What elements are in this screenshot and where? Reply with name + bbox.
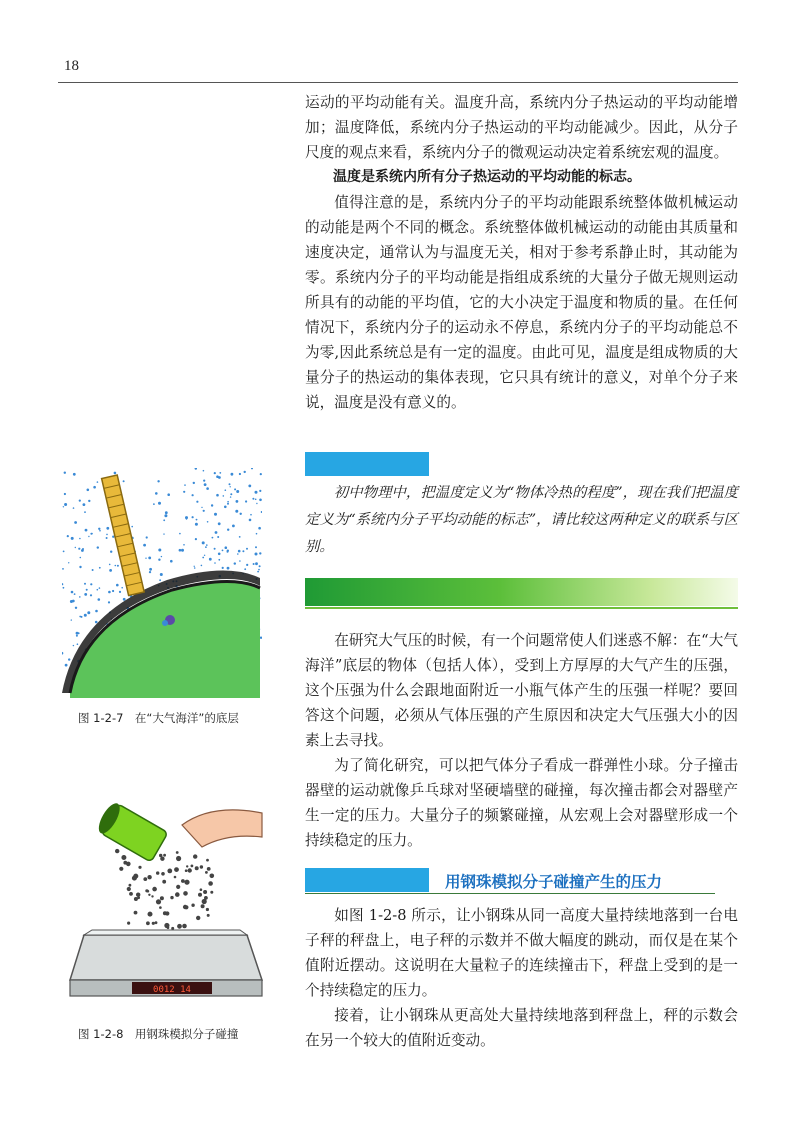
air-molecule-dot bbox=[81, 549, 84, 552]
air-molecule-dot bbox=[227, 501, 229, 503]
air-molecule-dot bbox=[64, 493, 66, 495]
air-molecule-dot bbox=[201, 507, 202, 508]
steel-ball bbox=[176, 885, 180, 889]
air-molecule-dot bbox=[92, 569, 94, 571]
air-molecule-dot bbox=[238, 550, 241, 553]
air-molecule-dot bbox=[76, 635, 78, 637]
air-molecule-dot bbox=[259, 499, 262, 502]
air-molecule-dot bbox=[75, 607, 77, 609]
air-molecule-dot bbox=[246, 548, 248, 550]
steel-ball bbox=[123, 861, 127, 865]
steel-ball bbox=[186, 865, 188, 867]
air-molecule-dot bbox=[164, 514, 167, 517]
steel-ball bbox=[152, 887, 157, 892]
air-molecule-dot bbox=[215, 531, 218, 534]
air-molecule-dot bbox=[143, 545, 144, 546]
steel-ball bbox=[155, 921, 158, 924]
air-molecule-dot bbox=[201, 565, 203, 567]
steel-ball bbox=[119, 867, 123, 871]
steel-ball bbox=[196, 916, 200, 920]
steel-ball bbox=[129, 884, 132, 887]
air-molecule-dot bbox=[214, 562, 216, 564]
steel-ball bbox=[176, 856, 181, 861]
air-molecule-dot bbox=[227, 567, 230, 570]
air-molecule-dot bbox=[80, 557, 82, 559]
steel-ball bbox=[181, 879, 185, 883]
air-molecule-dot bbox=[106, 537, 108, 539]
air-molecule-dot bbox=[79, 566, 81, 568]
air-molecule-dot bbox=[259, 490, 261, 492]
air-molecule-dot bbox=[259, 552, 261, 554]
air-molecule-dot bbox=[196, 519, 198, 521]
air-molecule-dot bbox=[109, 564, 111, 566]
steel-ball bbox=[203, 890, 207, 894]
air-molecule-dot bbox=[88, 500, 90, 502]
air-molecule-dot bbox=[225, 546, 228, 549]
air-molecule-dot bbox=[255, 491, 258, 494]
air-molecule-dot bbox=[192, 516, 194, 518]
air-molecule-dot bbox=[251, 468, 253, 469]
air-molecule-dot bbox=[179, 533, 181, 535]
air-molecule-dot bbox=[242, 550, 244, 552]
steel-ball bbox=[191, 865, 194, 868]
air-molecule-dot bbox=[183, 544, 185, 546]
air-molecule-dot bbox=[181, 549, 184, 552]
steel-ball bbox=[200, 888, 203, 891]
steel-ball bbox=[175, 892, 180, 897]
scale-illustration bbox=[62, 785, 267, 1015]
steel-ball bbox=[185, 869, 188, 872]
air-molecule-dot bbox=[159, 579, 161, 581]
steel-ball bbox=[134, 911, 138, 915]
air-molecule-dot bbox=[95, 610, 98, 613]
air-molecule-dot bbox=[99, 530, 101, 532]
air-molecule-dot bbox=[76, 632, 79, 635]
main-text-bottom bbox=[305, 903, 738, 1053]
air-molecule-dot bbox=[91, 533, 93, 535]
air-molecule-dot bbox=[110, 551, 112, 553]
discussion-block bbox=[305, 480, 738, 561]
steel-ball bbox=[174, 876, 177, 879]
air-molecule-dot bbox=[85, 529, 88, 532]
steel-ball bbox=[174, 867, 179, 872]
air-molecule-dot bbox=[99, 567, 101, 569]
air-molecule-dot bbox=[68, 658, 70, 660]
air-molecule-dot bbox=[161, 556, 162, 557]
air-molecule-dot bbox=[123, 480, 125, 482]
air-molecule-dot bbox=[249, 519, 252, 522]
air-molecule-dot bbox=[239, 536, 241, 538]
air-molecule-dot bbox=[224, 506, 227, 509]
air-molecule-dot bbox=[74, 521, 77, 524]
steel-ball bbox=[129, 892, 133, 896]
steel-ball bbox=[148, 912, 153, 917]
paragraph-5: 如图 1-2-8 所示，让小钢珠从同一高度大量持续地落到一台电子秤的秤盘上，电子秤的示数并不做大幅度的跳动，而仅是在某个值附近摆动。这说明在大量粒子的连续撞击下，秤盘上受到的是一个持续稳定的压力。 bbox=[305, 907, 738, 999]
air-molecule-dot bbox=[194, 566, 195, 567]
air-molecule-dot bbox=[98, 598, 101, 601]
paragraph-2: 值得注意的是，系统内分子的平均动能跟系统整体做机械运动的动能是两个不同的概念。系统整体做机械运动的动能由其质量和速度决定，通常认为与温度无关，相对于参考系静止时，其动能为零。系统内分子的平均动能是指组成系统的大量分子做无规则运动所具有的动能的平均值，它的大小决定于温度和物质的量。在任何情况下，系统内分子的运动永不停息，系统内分子的平均动能总不为零,因此系统总是有一定的温度。由此可见，温度是组成物质的大量分子的热运动的集体表现，它只具有统计的意义，对单个分子来说，温度是没有意义的。 bbox=[305, 194, 738, 411]
steel-ball bbox=[191, 904, 194, 907]
section-heading-rule bbox=[305, 607, 738, 609]
air-molecule-dot bbox=[227, 529, 229, 531]
steel-ball bbox=[160, 896, 164, 900]
air-molecule-dot bbox=[245, 500, 247, 502]
air-molecule-dot bbox=[109, 569, 112, 572]
air-molecule-dot bbox=[212, 537, 214, 539]
air-molecule-dot bbox=[84, 614, 87, 617]
air-molecule-dot bbox=[63, 551, 65, 553]
air-molecule-dot bbox=[93, 486, 96, 489]
air-molecule-dot bbox=[86, 589, 88, 591]
air-molecule-dot bbox=[193, 482, 195, 484]
air-molecule-dot bbox=[63, 506, 64, 507]
air-molecule-dot bbox=[90, 583, 92, 585]
figure-scale bbox=[62, 785, 267, 1015]
steel-ball bbox=[136, 893, 140, 897]
air-molecule-dot bbox=[230, 486, 231, 487]
air-molecule-dot bbox=[64, 472, 66, 474]
air-molecule-dot bbox=[194, 567, 196, 569]
steel-ball bbox=[127, 922, 130, 925]
section-heading-bar bbox=[305, 578, 738, 606]
air-molecule-dot bbox=[163, 519, 165, 521]
air-molecule-dot bbox=[90, 594, 92, 596]
air-molecule-dot bbox=[165, 511, 168, 514]
header-rule bbox=[58, 82, 738, 83]
air-molecule-dot bbox=[114, 472, 117, 475]
air-molecule-dot bbox=[115, 565, 117, 567]
air-molecule-dot bbox=[84, 583, 86, 585]
air-molecule-dot bbox=[257, 571, 259, 573]
air-molecule-dot bbox=[119, 591, 121, 593]
air-molecule-dot bbox=[163, 533, 164, 534]
air-molecule-dot bbox=[239, 560, 241, 562]
air-molecule-dot bbox=[62, 583, 63, 585]
air-molecule-dot bbox=[97, 589, 99, 591]
air-molecule-dot bbox=[214, 513, 217, 516]
air-molecule-dot bbox=[232, 525, 235, 528]
air-molecule-dot bbox=[205, 546, 207, 548]
steel-ball bbox=[171, 927, 174, 930]
steel-ball bbox=[147, 875, 151, 879]
air-molecule-dot bbox=[229, 483, 231, 485]
steel-ball bbox=[115, 849, 119, 853]
steel-ball bbox=[159, 906, 162, 909]
steel-ball bbox=[167, 869, 172, 874]
steel-ball bbox=[156, 871, 159, 874]
air-molecule-dot bbox=[234, 562, 236, 564]
air-molecule-dot bbox=[195, 523, 198, 526]
air-molecule-dot bbox=[195, 538, 197, 540]
air-molecule-dot bbox=[158, 559, 160, 561]
air-molecule-dot bbox=[192, 494, 194, 496]
steel-ball bbox=[193, 854, 197, 858]
steel-ball bbox=[208, 881, 213, 886]
air-molecule-dot bbox=[218, 553, 221, 556]
air-molecule-dot bbox=[170, 560, 173, 563]
steel-ball bbox=[207, 914, 210, 917]
steel-ball bbox=[165, 911, 169, 915]
air-molecule-dot bbox=[230, 493, 232, 495]
air-molecule-dot bbox=[73, 645, 74, 646]
air-molecule-dot bbox=[248, 485, 251, 488]
steel-ball bbox=[188, 868, 192, 872]
steel-ball bbox=[164, 923, 169, 928]
steel-ball bbox=[176, 851, 179, 854]
air-molecule-dot bbox=[223, 495, 225, 497]
steel-ball bbox=[210, 891, 213, 894]
air-molecule-dot bbox=[261, 511, 262, 513]
air-molecule-dot bbox=[236, 490, 239, 493]
steel-ball bbox=[207, 867, 211, 871]
air-molecule-dot bbox=[72, 600, 75, 603]
air-molecule-dot bbox=[209, 558, 212, 561]
steel-ball bbox=[138, 866, 141, 869]
paragraph-4: 为了简化研究，可以把气体分子看成一群弹性小球。分子撞击器壁的运动就像乒乓球对坚硬墙壁的碰撞，每次撞击都会对器壁产生一定的压力。大量分子的频繁碰撞，从宏观上会对器壁形成一个持续稳定的压力。 bbox=[305, 757, 738, 849]
air-molecule-dot bbox=[244, 471, 246, 473]
air-molecule-dot bbox=[145, 558, 146, 559]
air-molecule-dot bbox=[206, 487, 209, 490]
steel-ball bbox=[127, 887, 131, 891]
paragraph-6: 接着，让小钢珠从更高处大量持续地落到秤盘上，秤的示数会在另一个较大的值附近变动。 bbox=[305, 1007, 738, 1049]
air-molecule-dot bbox=[83, 503, 86, 506]
air-molecule-dot bbox=[81, 616, 83, 618]
steel-ball bbox=[210, 874, 215, 879]
air-molecule-dot bbox=[87, 611, 90, 614]
air-molecule-dot bbox=[250, 514, 252, 516]
air-molecule-dot bbox=[255, 499, 257, 501]
air-molecule-dot bbox=[203, 510, 205, 512]
air-molecule-dot bbox=[203, 470, 205, 472]
steel-ball bbox=[184, 880, 189, 885]
air-molecule-dot bbox=[202, 557, 204, 559]
air-molecule-dot bbox=[65, 664, 68, 667]
steel-ball bbox=[121, 855, 126, 860]
paragraph-3: 在研究大气压的时候，有一个问题常使人们迷惑不解：在“大气海洋”底层的物体（包括人体），受到上方厚厚的大气产生的压强，这个压强为什么会跟地面附近一小瓶气体产生的压强一样呢？要回答这个问题，必须从气体压强的产生原因和决定大气压强大小的因素上去寻找。 bbox=[305, 632, 738, 749]
air-molecule-dot bbox=[258, 569, 260, 571]
air-molecule-dot bbox=[195, 468, 197, 470]
air-molecule-dot bbox=[217, 536, 219, 538]
air-molecule-dot bbox=[259, 565, 261, 567]
steel-ball bbox=[200, 865, 203, 868]
air-molecule-dot bbox=[79, 538, 81, 540]
page-number: 18 bbox=[64, 58, 79, 74]
air-molecule-dot bbox=[260, 637, 262, 639]
steel-ball bbox=[182, 924, 187, 929]
air-molecule-dot bbox=[77, 643, 79, 645]
air-molecule-dot bbox=[179, 549, 182, 552]
air-molecule-dot bbox=[186, 518, 188, 520]
air-molecule-dot bbox=[202, 541, 205, 544]
air-molecule-dot bbox=[218, 522, 221, 525]
air-molecule-dot bbox=[222, 550, 224, 552]
air-molecule-dot bbox=[157, 480, 159, 482]
air-molecule-dot bbox=[207, 521, 209, 523]
discussion-label-bar bbox=[305, 452, 429, 476]
air-molecule-dot bbox=[71, 591, 74, 594]
air-molecule-dot bbox=[204, 483, 207, 486]
air-molecule-dot bbox=[73, 473, 76, 476]
air-molecule-dot bbox=[149, 571, 151, 573]
air-molecule-dot bbox=[79, 596, 81, 598]
air-molecule-dot bbox=[108, 601, 110, 603]
air-molecule-dot bbox=[234, 488, 236, 490]
air-molecule-dot bbox=[255, 546, 257, 548]
air-molecule-dot bbox=[71, 537, 74, 540]
air-molecule-dot bbox=[158, 502, 161, 505]
steel-ball bbox=[162, 880, 166, 884]
air-molecule-dot bbox=[78, 548, 80, 550]
air-molecule-dot bbox=[68, 562, 69, 563]
steel-ball bbox=[152, 922, 155, 925]
air-molecule-dot bbox=[211, 504, 213, 506]
air-molecule-dot bbox=[84, 593, 87, 596]
steel-ball bbox=[145, 889, 148, 892]
air-molecule-dot bbox=[196, 501, 198, 503]
atmosphere-illustration bbox=[62, 468, 262, 698]
air-molecule-dot bbox=[63, 587, 65, 589]
air-molecule-dot bbox=[155, 492, 158, 495]
air-molecule-dot bbox=[216, 494, 219, 497]
air-molecule-dot bbox=[108, 591, 111, 594]
air-molecule-dot bbox=[237, 553, 239, 555]
air-molecule-dot bbox=[160, 573, 163, 576]
figure-caption-2: 图 1-2-8 用钢珠模拟分子碰撞 bbox=[78, 1027, 239, 1041]
steel-ball bbox=[159, 854, 162, 857]
air-molecule-dot bbox=[97, 546, 99, 548]
air-molecule-dot bbox=[253, 563, 255, 565]
air-molecule-dot bbox=[214, 472, 216, 474]
air-molecule-dot bbox=[121, 587, 123, 589]
steel-ball bbox=[148, 894, 150, 896]
steel-ball bbox=[161, 872, 165, 876]
steel-ball bbox=[206, 908, 209, 911]
air-molecule-dot bbox=[64, 503, 67, 506]
air-molecule-dot bbox=[67, 535, 69, 537]
steel-ball bbox=[198, 893, 202, 897]
air-molecule-dot bbox=[225, 489, 227, 491]
air-molecule-dot bbox=[97, 481, 99, 483]
air-molecule-dot bbox=[158, 549, 161, 552]
air-molecule-dot bbox=[62, 568, 64, 570]
air-molecule-dot bbox=[230, 496, 231, 497]
air-molecule-dot bbox=[236, 500, 239, 503]
air-molecule-dot bbox=[244, 568, 246, 570]
air-molecule-dot bbox=[184, 484, 186, 486]
air-molecule-dot bbox=[214, 548, 216, 550]
air-molecule-dot bbox=[106, 534, 108, 536]
air-molecule-dot bbox=[206, 544, 208, 546]
air-molecule-dot bbox=[116, 584, 119, 587]
air-molecule-dot bbox=[235, 510, 238, 513]
steel-ball bbox=[143, 877, 147, 881]
air-molecule-dot bbox=[146, 536, 148, 538]
air-molecule-dot bbox=[148, 557, 151, 560]
air-molecule-dot bbox=[204, 555, 205, 556]
air-molecule-dot bbox=[95, 621, 98, 624]
air-molecule-dot bbox=[219, 472, 221, 474]
steel-ball bbox=[146, 921, 150, 925]
experiment-label-bar bbox=[305, 868, 429, 892]
air-molecule-dot bbox=[131, 526, 133, 528]
section-title: 用钢珠模拟分子碰撞产生的压力 bbox=[445, 873, 663, 891]
air-molecule-dot bbox=[256, 533, 258, 535]
figure-caption-1: 图 1-2-7 在“大气海洋”的底层 bbox=[78, 711, 239, 725]
main-text-top bbox=[305, 90, 738, 415]
steel-ball bbox=[157, 901, 159, 903]
steel-ball bbox=[151, 895, 153, 897]
steel-ball bbox=[183, 905, 187, 909]
paragraph-1: 运动的平均动能有关。温度升高，系统内分子热运动的平均动能增加；温度降低，系统内分子热运动的平均动能减少。因此，从分子尺度的观点来看，系统内分子的微观运动决定着系统宏观的温度。 bbox=[305, 94, 738, 161]
air-molecule-dot bbox=[106, 527, 109, 530]
air-molecule-dot bbox=[112, 590, 114, 592]
air-molecule-dot bbox=[203, 480, 205, 482]
air-molecule-dot bbox=[84, 511, 86, 513]
steel-ball bbox=[201, 904, 205, 908]
steel-ball bbox=[204, 896, 208, 900]
air-molecule-dot bbox=[75, 547, 76, 548]
air-molecule-dot bbox=[218, 559, 220, 561]
steel-ball bbox=[205, 871, 208, 874]
air-molecule-dot bbox=[227, 503, 229, 505]
steel-ball bbox=[170, 896, 173, 899]
air-molecule-dot bbox=[239, 473, 241, 475]
steel-ball bbox=[206, 859, 209, 862]
air-molecule-dot bbox=[74, 593, 76, 595]
air-molecule-dot bbox=[256, 503, 257, 504]
air-molecule-dot bbox=[88, 536, 89, 537]
air-molecule-dot bbox=[87, 489, 90, 492]
discussion-text: 初中物理中，把温度定义为“物体冷热的程度”，现在我们把温度定义为“系统内分子平均动能的标志”，请比较这两种定义的联系与区别。 bbox=[305, 485, 738, 555]
steel-ball bbox=[177, 924, 182, 929]
scale-display-readout: 0012 14 bbox=[153, 985, 191, 995]
air-molecule-dot bbox=[255, 562, 258, 565]
air-molecule-dot bbox=[240, 513, 242, 515]
air-molecule-dot bbox=[71, 619, 72, 620]
bold-statement: 温度是系统内所有分子热运动的平均动能的标志。 bbox=[333, 169, 641, 185]
steel-ball bbox=[163, 854, 166, 857]
air-molecule-dot bbox=[149, 568, 152, 571]
air-molecule-dot bbox=[117, 565, 119, 567]
figure-atmosphere bbox=[62, 468, 262, 698]
air-molecule-dot bbox=[252, 498, 254, 500]
air-molecule-dot bbox=[216, 475, 219, 478]
air-molecule-dot bbox=[255, 553, 258, 556]
steel-ball bbox=[133, 874, 138, 879]
air-molecule-dot bbox=[227, 551, 229, 553]
air-molecule-dot bbox=[123, 598, 126, 601]
air-molecule-dot bbox=[98, 528, 100, 530]
air-molecule-dot bbox=[99, 587, 101, 589]
main-text-middle bbox=[305, 628, 738, 853]
air-molecule-dot bbox=[222, 567, 224, 569]
steel-ball bbox=[195, 866, 199, 870]
air-molecule-dot bbox=[153, 503, 155, 505]
air-molecule-dot bbox=[73, 507, 75, 509]
air-molecule-dot bbox=[183, 491, 185, 493]
steel-ball bbox=[183, 891, 188, 896]
air-molecule-dot bbox=[79, 500, 81, 502]
air-molecule-dot bbox=[260, 473, 262, 475]
air-molecule-dot bbox=[231, 473, 234, 476]
air-molecule-dot bbox=[246, 564, 248, 566]
air-molecule-dot bbox=[258, 527, 261, 530]
air-molecule-dot bbox=[167, 493, 170, 496]
section-title-rule bbox=[305, 893, 715, 894]
air-molecule-dot bbox=[62, 652, 63, 655]
